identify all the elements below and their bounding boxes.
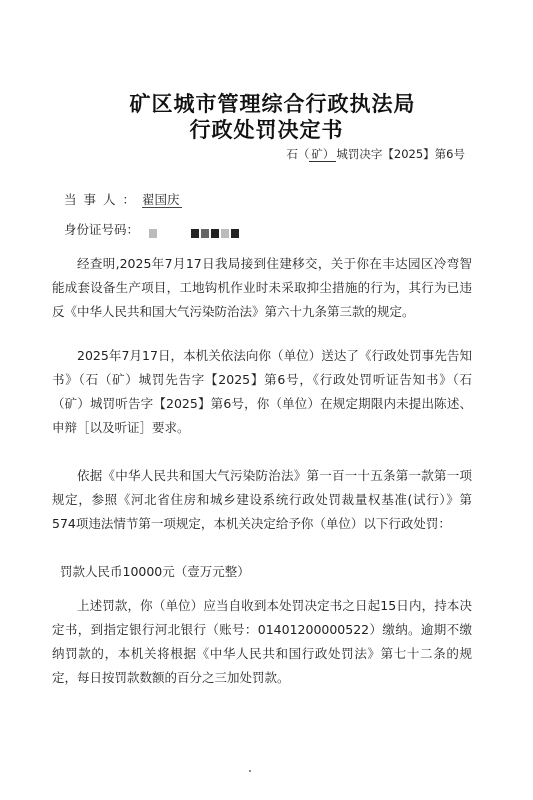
- document-type-title: 行政处罚决定书: [189, 117, 344, 142]
- doc-number-prefix: 石（: [286, 147, 310, 161]
- doc-number-mid: 矿）: [311, 147, 335, 161]
- party-name: 翟国庆: [142, 192, 180, 207]
- id-number-label: 身份证号码：: [64, 222, 140, 237]
- notification-paragraph: 2025年7月17日，本机关依法向你（单位）送达了《行政处罚事先告知书》（石（矿）城罚先告字【2025】第6号，《行政处罚听证告知书》（石（矿）城罚听告字【2025】第6号，你（单位）在规定期限内未提出陈述、申辩［以及听证］要求。: [52, 348, 472, 435]
- facts-paragraph: 经查明,2025年7月17日我局接到住建移交，关于你在丰达园区冷弯智能成套设备生产项目，工地钩机作业时未采取抑尘措施的行为，其行为已违反《中华人民共和国大气污染防治法》第六十九条第三款的规定。: [52, 256, 472, 319]
- legal-basis-paragraph: 依据《中华人民共和国大气污染防治法》第一百一十五条第一款第一项规定，参照《河北省住房和城乡建设系统行政处罚裁量权基准(试行）》第574项违法情节第一项规定，本机关决定给予你（单位）以下行政处罚：: [52, 468, 472, 531]
- id-number-field: [64, 220, 241, 238]
- penalty-amount: 罚款人民币10000元（壹万元整）: [60, 564, 250, 579]
- party-label: 当事人：: [64, 192, 143, 207]
- page-mark: [249, 770, 251, 772]
- doc-number-suffix: 城罚决字【2025】第6号: [336, 147, 465, 161]
- party-field: [64, 190, 182, 208]
- issuing-authority-title: 矿区城市管理综合行政执法局: [129, 91, 416, 116]
- document-number: [286, 146, 465, 162]
- payment-instructions-paragraph: 上述罚款，你（单位）应当自收到本处罚决定书之日起15日内，持本决定书，到指定银行河北银行（账号：01401200000522）缴纳。逾期不缴纳罚款的，本机关将根据《中华人民共和国行政处罚法》第七十二条的规定，每日按罚款数额的百分之三加处罚款。: [52, 598, 472, 685]
- redacted-id-number: [149, 226, 241, 236]
